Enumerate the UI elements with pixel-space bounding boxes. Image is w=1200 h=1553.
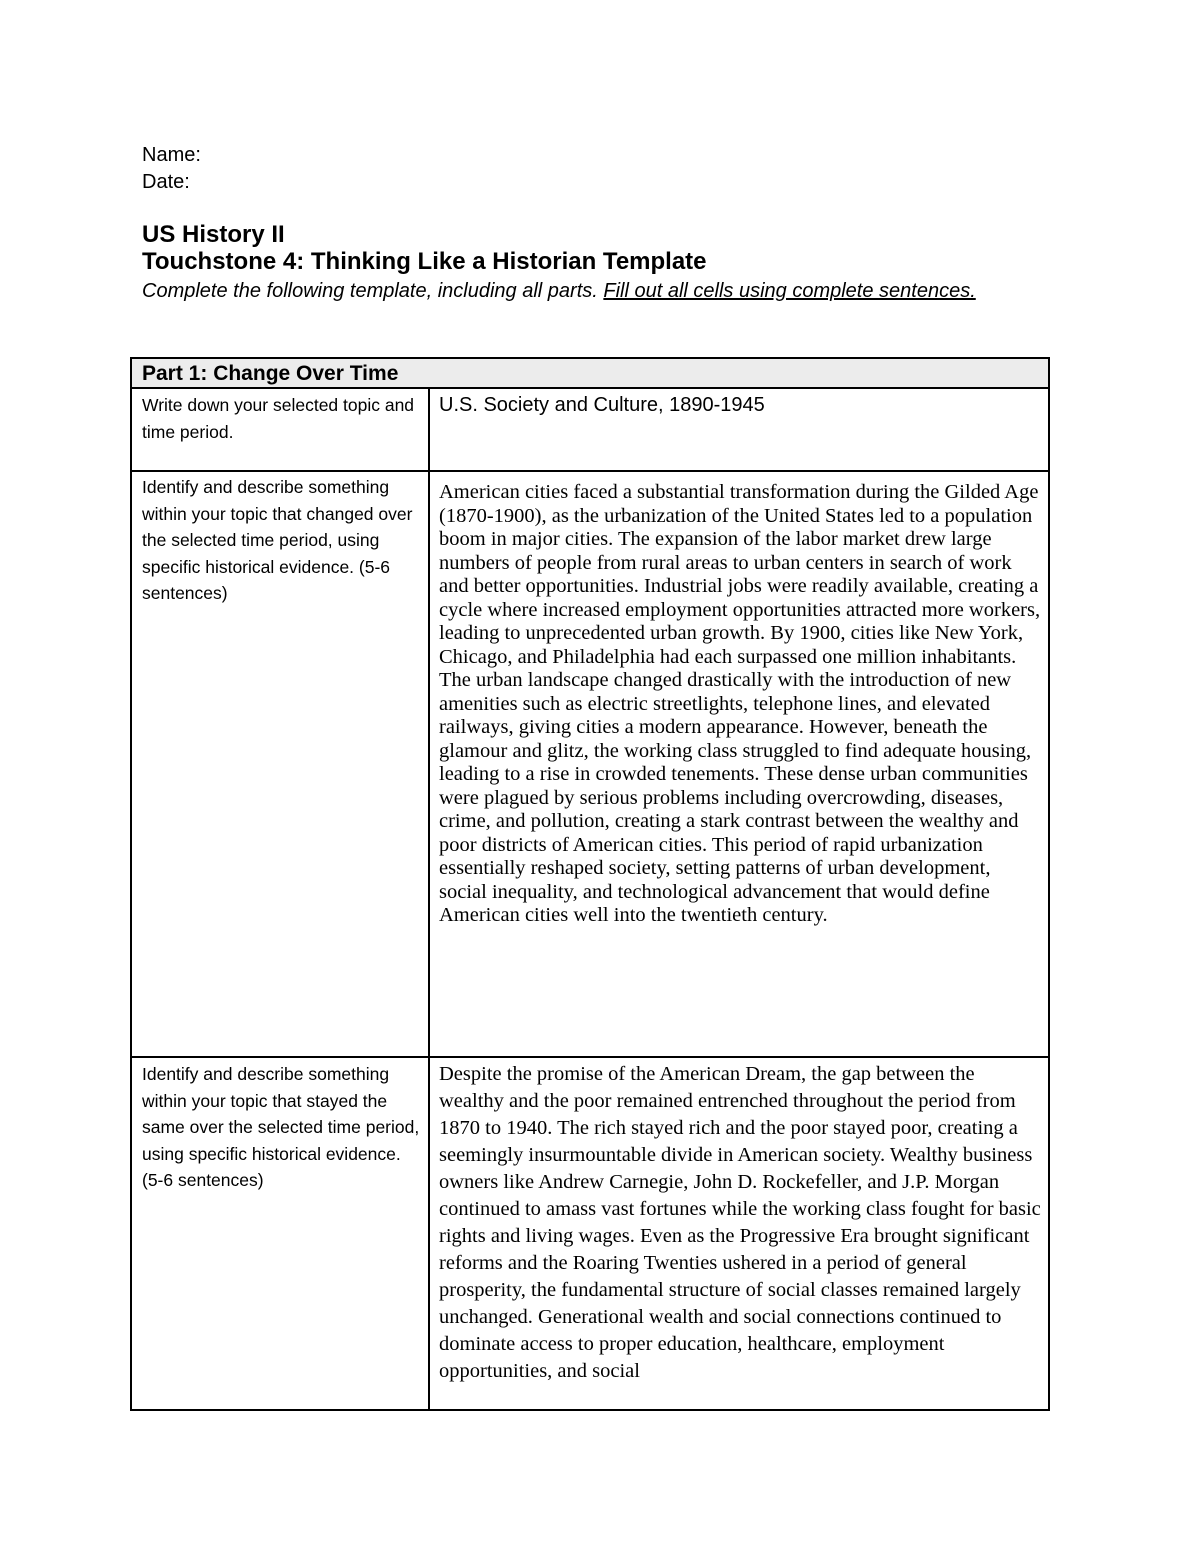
table-answer-cell: American cities faced a substantial transformation during the Gilded Age (1870-1900), as the urbanization of the United States led to a population boom in major cities. The expansion of the labor market drew large numbers of people from rural areas to urban centers in search of work and better opportunities. Industrial jobs were readily available, creating a cycle where increased employment opportunities attracted more workers, leading to unprecedented urban growth. By 1900, cities like New York, Chicago, and Philadelphia had each surpassed one million inhabitants. The urban landscape changed drastically with the introduction of new amenities such as electric streetlights, telephone lines, and elevated railways, giving cities a modern appearance. However, beneath the glamour and glitz, the working class struggled to find adequate housing, leading to a rise in crowded tenements. These dense urban communities were plagued by serious problems including overcrowding, diseases, crime, and pollution, creating a stark contrast between the wealthy and poor districts of American cities. This period of rapid urbanization essentially reshaped society, setting patterns of urban development, social inequality, and technological advancement that would define American cities well into the twentieth century. xyxy=(439,481,1041,926)
instructions-text: Complete the following template, including all parts. xyxy=(142,280,604,302)
template-table xyxy=(130,357,1050,1411)
row-divider xyxy=(132,1056,1048,1058)
column-divider xyxy=(428,389,430,1409)
table-answer-cell: U.S. Society and Culture, 1890-1945 xyxy=(439,394,765,416)
course-title: US History II xyxy=(142,221,285,248)
document-title: Touchstone 4: Thinking Like a Historian Template xyxy=(142,248,707,275)
table-prompt-cell: Write down your selected topic and time period. xyxy=(142,395,415,442)
name-label: Name: xyxy=(142,144,201,166)
date-label: Date: xyxy=(142,171,190,193)
table-prompt-cell: Identify and describe something within your topic that changed over the selected time period, using specific historical evidence. (5-6 sentences) xyxy=(142,477,413,604)
instructions xyxy=(142,278,1022,304)
row-divider xyxy=(132,470,1048,472)
table-answer-cell: Despite the promise of the American Dream, the gap between the wealthy and the poor remained entrenched throughout the period from 1870 to 1940. The rich stayed rich and the poor stayed poor, creating a seemingly insurmountable divide in American society. Wealthy business owners like Andrew Carnegie, John D. Rockefeller, and J.P. Morgan continued to amass vast fortunes while the working class fought for basic rights and living wages. Even as the Progressive Era brought significant reforms and the Roaring Twenties ushered in a period of general prosperity, the fundamental structure of social classes remained largely unchanged. Generational wealth and social connections continued to dominate access to proper education, healthcare, employment opportunities, and social xyxy=(439,1063,1041,1382)
instructions-underlined-text: Fill out all cells using complete sentences. xyxy=(603,280,976,302)
table-prompt-cell: Identify and describe something within your topic that stayed the same over the selected time period, using specific historical evidence. (5-6 sentences) xyxy=(142,1064,420,1191)
table-header-row xyxy=(132,359,1048,389)
part-heading: Part 1: Change Over Time xyxy=(142,362,399,385)
